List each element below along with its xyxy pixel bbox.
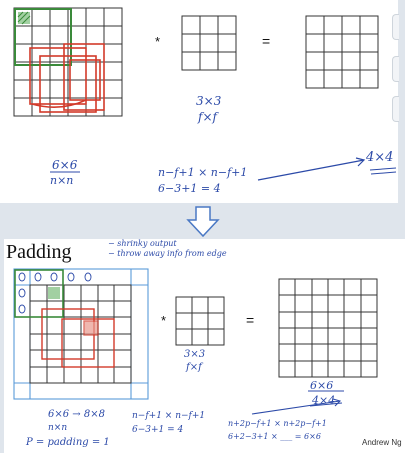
filter-grid-3x3 — [176, 297, 224, 345]
note-line-1: − shrinky output — [108, 239, 177, 248]
filter-symbol-label: f×f — [186, 362, 202, 373]
crossed-result-label: 4×4 — [312, 394, 336, 407]
output-grid-6x6 — [279, 279, 377, 377]
green-filter-window — [15, 270, 63, 317]
side-tab[interactable] — [392, 96, 399, 122]
output-size-label: 6×6 — [310, 379, 334, 392]
input-grid-6x6 — [30, 285, 131, 383]
filter-size-label: 3×3 — [196, 94, 222, 108]
input-symbol-label: n×n — [48, 423, 68, 433]
formula-line-2: 6−3+1 = 4 — [158, 182, 221, 195]
padded-formula-line-1: n+2p−f+1 × n+2p−f+1 — [228, 419, 327, 428]
equals-operator: = — [246, 312, 255, 328]
input-symbol-label: n×n — [50, 174, 74, 187]
input-size-label: 6×6 → 8×8 — [48, 409, 105, 420]
filter-grid-3x3 — [182, 16, 236, 70]
result-arrow — [258, 160, 364, 180]
result-label: 4×4 — [366, 150, 394, 165]
output-grid-4x4 — [306, 16, 378, 88]
author-credit: Andrew Ng — [362, 438, 402, 447]
side-tab[interactable] — [392, 56, 399, 82]
red-filter-windows — [30, 44, 104, 112]
bottom-slide — [4, 239, 405, 453]
top-slide — [0, 0, 398, 203]
input-size-label: 6×6 — [52, 158, 78, 172]
padding-definition: P = padding = 1 — [26, 437, 110, 448]
side-tab[interactable] — [392, 14, 399, 40]
conv-operator: * — [161, 313, 167, 328]
conv-operator: * — [155, 34, 161, 49]
slide-title: Padding — [6, 241, 72, 263]
formula-line-1: n−f+1 × n−f+1 — [132, 411, 206, 421]
equals-operator: = — [262, 33, 271, 49]
note-line-2: − throw away info from edge — [108, 249, 227, 258]
formula-line-1: n−f+1 × n−f+1 — [158, 166, 248, 179]
formula-line-2: 6−3+1 = 4 — [132, 425, 184, 435]
filter-symbol-label: f×f — [198, 110, 217, 124]
filter-size-label: 3×3 — [184, 349, 206, 360]
padded-formula-line-2: 6+2−3+1 × ___ = 6×6 — [228, 432, 321, 441]
